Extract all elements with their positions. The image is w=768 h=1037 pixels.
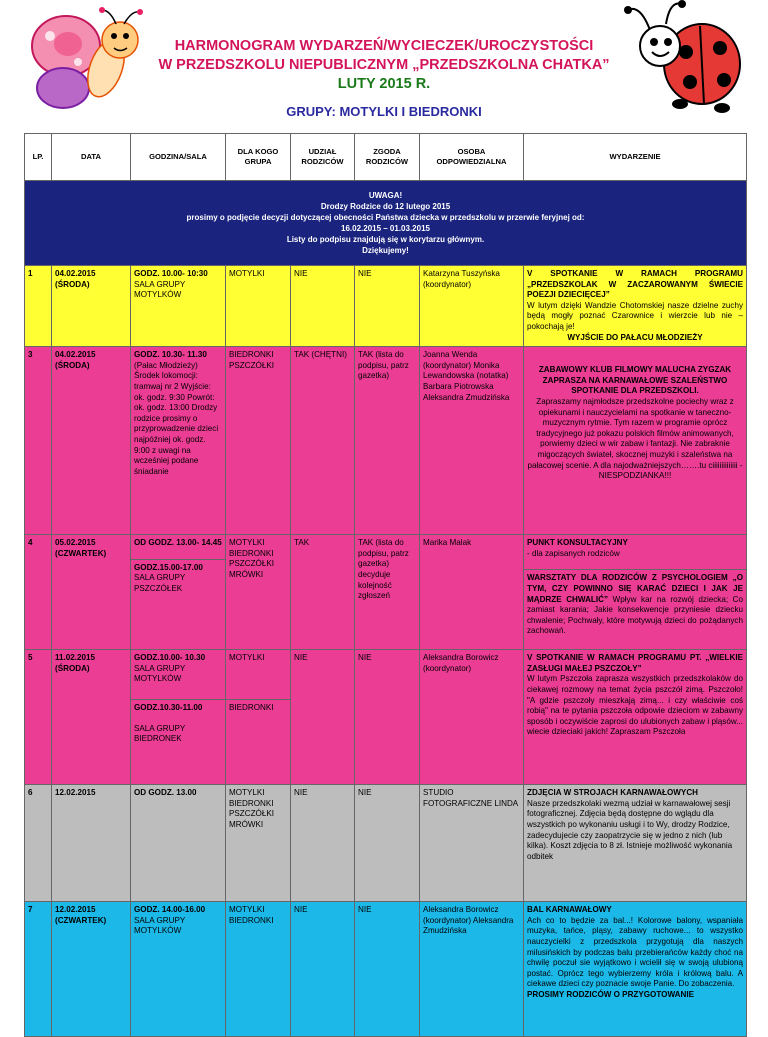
cell-participation: TAK (CHĘTNI) <box>291 347 355 535</box>
table-row <box>25 535 747 650</box>
cell-group: MOTYLKI <box>226 266 291 347</box>
cell-lp: 6 <box>25 785 52 902</box>
event-text: Zapraszamy najmłodsze przedszkolne pociechy wraz z opiekunami i nauczycielami na spotkanie w taneczno-muzycznym rytmie. Tym razem w programie oprócz tradycyjnego już pokazu polskich filmów animowanych, porwiemy dzieci w wir zabaw i fantazji. Nie zabraknie migoczących świateł, skocznej muzyki i szaleństwa na pałacowej scenie. A dla najodważniejszych…….tu ciiiiiiiiiiiiii - NIESPODZIANKA!!! <box>527 396 743 481</box>
title-line-1: HARMONOGRAM WYDARZEŃ/WYCIECZEK/UROCZYSTOŚCI <box>174 38 594 54</box>
cell-event <box>524 902 747 1037</box>
col-consent: ZGODA RODZICÓW <box>355 134 420 181</box>
details-text: (Pałac Młodzieży) Środek lokomocji: tramwaj nr 2 Wyjście: ok. godz. 9:30 Powrót: ok. godz. 13:00 Drodzy rodzice prosimy o przyprowadzenie dzieci najpóźniej ok. godz. 9:00 z uwagi na wcześniej podane śniadanie <box>134 360 219 476</box>
cell-time <box>131 347 226 535</box>
table-row <box>25 347 747 535</box>
cell-consent: TAK (lista do podpisu, patrz gazetka) decyduje kolejność zgłoszeń <box>355 535 420 650</box>
date-text: 05.02.2015 <box>55 538 96 548</box>
notice-line: prosimy o podjęcie decyzji dotyczącej obecności Państwa dziecka w przedszkolu w przerwie feryjnej od: <box>186 213 585 222</box>
cell-consent: TAK (lista do podpisu, patrz gazetka) <box>355 347 420 535</box>
time-text: GODZ. 10.00- 10:30 <box>134 269 208 278</box>
time-text: GODZ. 10.30- 11.30 <box>134 350 207 360</box>
notice-line: Listy do podpisu znajdują się w korytarzu głównym. <box>286 235 485 244</box>
cell-event <box>524 650 747 785</box>
cell-lp: 5 <box>25 650 52 785</box>
cell-consent: NIE <box>355 266 420 347</box>
event-title: V SPOTKANIE W RAMACH PROGRAMU PT. „WIELKIE ZASŁUGI MAŁEJ PSZCZOŁY” <box>527 653 743 673</box>
table-row <box>25 650 747 785</box>
notice-line: Drodzy Rodzice do 12 lutego 2015 <box>320 202 451 211</box>
schedule-table <box>24 133 747 1037</box>
cell-date <box>52 347 131 535</box>
cell-event <box>524 535 747 650</box>
group2-text: BIEDRONKI <box>226 699 290 714</box>
col-time: GODZINA/SALA <box>131 134 226 181</box>
cell-consent: NIE <box>355 785 420 902</box>
sub-time <box>131 559 225 595</box>
notice-line: UWAGA! <box>368 191 403 200</box>
table-row <box>25 785 747 902</box>
room2-text: SALA GRUPY PSZCZÓŁEK <box>134 573 186 593</box>
event2-title: WARSZTATY DLA RODZICÓW Z PSYCHOLOGIEM „O TYM, CZY POWINNO SIĘ KARAĆ DZIECI I JAK JE MĄDRZE CHWALIĆ” <box>527 573 743 604</box>
cell-event <box>524 347 747 535</box>
cell-person: Marika Malak <box>420 535 524 650</box>
notice-row <box>25 181 747 266</box>
cell-person: Aleksandra Borowicz (koordynator) <box>420 650 524 785</box>
cell-participation: NIE <box>291 785 355 902</box>
cell-person: Aleksandra Borowicz (koordynator) Aleksandra Zmudzińska <box>420 902 524 1037</box>
date-text: 04.02.2015 <box>55 350 96 360</box>
cell-participation: NIE <box>291 650 355 785</box>
date-text: 12.02.2015 <box>55 905 96 915</box>
event-text: W lutym Pszczoła zaprasza wszystkich przedszkolaków do ciekawej rozmowy na temat życia pszczół zimą. Pszczoło! "A gdzie pszczoły mieszkają zimą... i czy właściwie coś robią" na te pytania pszczoła odpowie dzieciom w zabawny sposób i oczywiście zaprosi do ulubionych zabaw i pląsów... wiecie dzieciaki jakich! Zapraszam Pszczoła <box>527 674 743 737</box>
cell-group: BIEDRONKI PSZCZÓŁKI <box>226 347 291 535</box>
event-title: BAL KARNAWAŁOWY <box>527 905 612 915</box>
notice-cell <box>25 181 747 266</box>
cell-person: Katarzyna Tuszyńska (koordynator) <box>420 266 524 347</box>
cell-consent: NIE <box>355 650 420 785</box>
ladybug-icon <box>620 0 745 118</box>
cell-group: MOTYLKI BIEDRONKI PSZCZÓŁKI MRÓWKI <box>226 535 291 650</box>
col-person: OSOBA ODPOWIEDZIALNA <box>420 134 524 181</box>
cell-date <box>52 902 131 1037</box>
title-line-2: W PRZEDSZKOLU NIEPUBLICZNYM „PRZEDSZKOLNA CHATKA” <box>158 57 610 73</box>
title-month: LUTY 2015 R. <box>337 76 431 92</box>
day-text: (ŚRODA) <box>55 360 90 370</box>
col-participation: UDZIAŁ RODZICÓW <box>291 134 355 181</box>
col-group: DLA KOGO GRUPA <box>226 134 291 181</box>
cell-time <box>131 266 226 347</box>
group-text: MOTYLKI <box>229 653 265 663</box>
cell-group <box>226 650 291 785</box>
day-text: (ŚRODA) <box>55 279 90 289</box>
cell-time <box>131 535 226 650</box>
cell-time <box>131 650 226 785</box>
cell-date <box>52 266 131 347</box>
table-header-row <box>25 134 747 181</box>
cell-lp: 3 <box>25 347 52 535</box>
event-text: W lutym dzięki Wandzie Chotomskiej nasze dzielne zuchy będą mogły poznać Czarownice i wierzcie lub nie – pokochają je! <box>527 300 743 331</box>
room-text: SALA GRUPY MOTYLKÓW <box>134 663 186 684</box>
day-text: (CZWARTEK) <box>55 915 107 925</box>
butterfly-icon <box>28 6 148 116</box>
date-text: 12.02.2015 <box>55 788 96 798</box>
table-row <box>25 266 747 347</box>
groups-heading: GRUPY: MOTYLKI I BIEDRONKI <box>286 104 482 119</box>
room2-text: SALA GRUPY BIEDRONEK <box>134 723 186 744</box>
col-lp: LP. <box>25 134 52 181</box>
notice-line: Dziękujemy! <box>362 246 409 255</box>
cell-time <box>131 902 226 1037</box>
cell-time: OD GODZ. 13.00 <box>131 785 226 902</box>
cell-event <box>524 266 747 347</box>
time2-text: GODZ.10.30-11.00 <box>134 702 203 712</box>
event-text: Nasze przedszkolaki wezmą udział w karnawałowej sesji fotograficznej. Zdjęcia będą dostępne do wglądu dla wszystkich po wykonaniu usługi i to Wy, drodzy Rodzice, zadecydujecie czy zaopatrzycie się w jedno z nich (lub kilka). Koszt zdjęcia to 8 zł. Istnieje możliwość wykonania odbitek <box>527 798 733 861</box>
col-date: DATA <box>52 134 131 181</box>
sub-time <box>131 699 225 745</box>
table-row <box>25 902 747 1037</box>
date-text: 11.02.2015 <box>55 653 96 663</box>
sub-event <box>524 569 746 637</box>
cell-date <box>52 650 131 785</box>
cell-participation: NIE <box>291 266 355 347</box>
col-event: WYDARZENIE <box>524 134 747 181</box>
time-text: OD GODZ. 13.00- 14.45 <box>134 538 222 548</box>
time2-text: GODZ.15.00-17.00 <box>134 562 203 572</box>
cell-person: Joanna Wenda (koordynator) Monika Lewandowska (notatka) Barbara Piotrowska Aleksandra Zmudzińska <box>420 347 524 535</box>
event2-text: Wpływ kar na rozwój dziecka; Co zamiast karania; Jakie konsekwencje przyniesie dziecku chwalenie; Pochwały, które motywują dzieci do pożądanych zachowań. <box>527 594 744 636</box>
cell-event <box>524 785 747 902</box>
event-title: V SPOTKANIE W RAMACH PROGRAMU „PRZEDSZKOLAK W ZACZAROWANYM ŚWIECIE POEZJI DZIECIĘCEJ” <box>527 269 743 300</box>
cell-lp: 7 <box>25 902 52 1037</box>
event-tail: WYJŚCIE DO PAŁACU MŁODZIEŻY <box>567 332 703 342</box>
cell-date <box>52 785 131 902</box>
cell-person: STUDIO FOTOGRAFICZNE LINDA <box>420 785 524 902</box>
cell-group: MOTYLKI BIEDRONKI PSZCZÓŁKI MRÓWKI <box>226 785 291 902</box>
cell-consent: NIE <box>355 902 420 1037</box>
cell-group: MOTYLKI BIEDRONKI <box>226 902 291 1037</box>
event-tail: PROSIMY RODZICÓW O PRZYGOTOWANIE <box>527 989 694 999</box>
event-text: Ach co to będzie za bal...! Kolorowe balony, wspaniała muzyka, tańce, pląsy, zabawy ruchowe... to wszystko nauczycielki z przedszkola przygotują dla naszych milusińskich by podczas balu przebierańców każdy choć na chwilę poczuł sie wyjątkowo i wcielił się w swoją ulubioną postać. Oprócz tego wybierzemy króla i królową balu. A ciekawe dzieci czy poznacie swoje Panie. Do zobaczenia. <box>527 915 743 989</box>
cell-lp: 4 <box>25 535 52 650</box>
date-text: 04.02.2015 <box>55 269 96 278</box>
event-title: ZDJĘCIA W STROJACH KARNAWAŁOWYCH <box>527 788 699 798</box>
cell-date <box>52 535 131 650</box>
event-title: ZABAWOWY KLUB FILMOWY MALUCHA ZYGZAK ZAPRASZA NA KARNAWAŁOWE SZALEŃSTWO SPOTKANIE DLA PRZEDSZKOLI. <box>538 365 732 396</box>
time-text: GODZ.10.00- 10.30 <box>134 653 206 663</box>
cell-participation: NIE <box>291 902 355 1037</box>
cell-participation: TAK <box>291 535 355 650</box>
day-text: (CZWARTEK) <box>55 548 107 558</box>
room-text: SALA GRUPY MOTYLKÓW <box>134 279 186 300</box>
time-text: GODZ. 14.00-16.00 <box>134 905 206 915</box>
room-text: SALA GRUPY MOTYLKÓW <box>134 915 186 936</box>
document-header <box>0 0 768 140</box>
day-text: (ŚRODA) <box>55 663 90 673</box>
notice-line: 16.02.2015 – 01.03.2015 <box>341 224 430 233</box>
event-text: - dla zapisanych rodziców <box>527 548 620 558</box>
event-title: PUNKT KONSULTACYJNY <box>527 538 628 548</box>
cell-lp: 1 <box>25 266 52 347</box>
